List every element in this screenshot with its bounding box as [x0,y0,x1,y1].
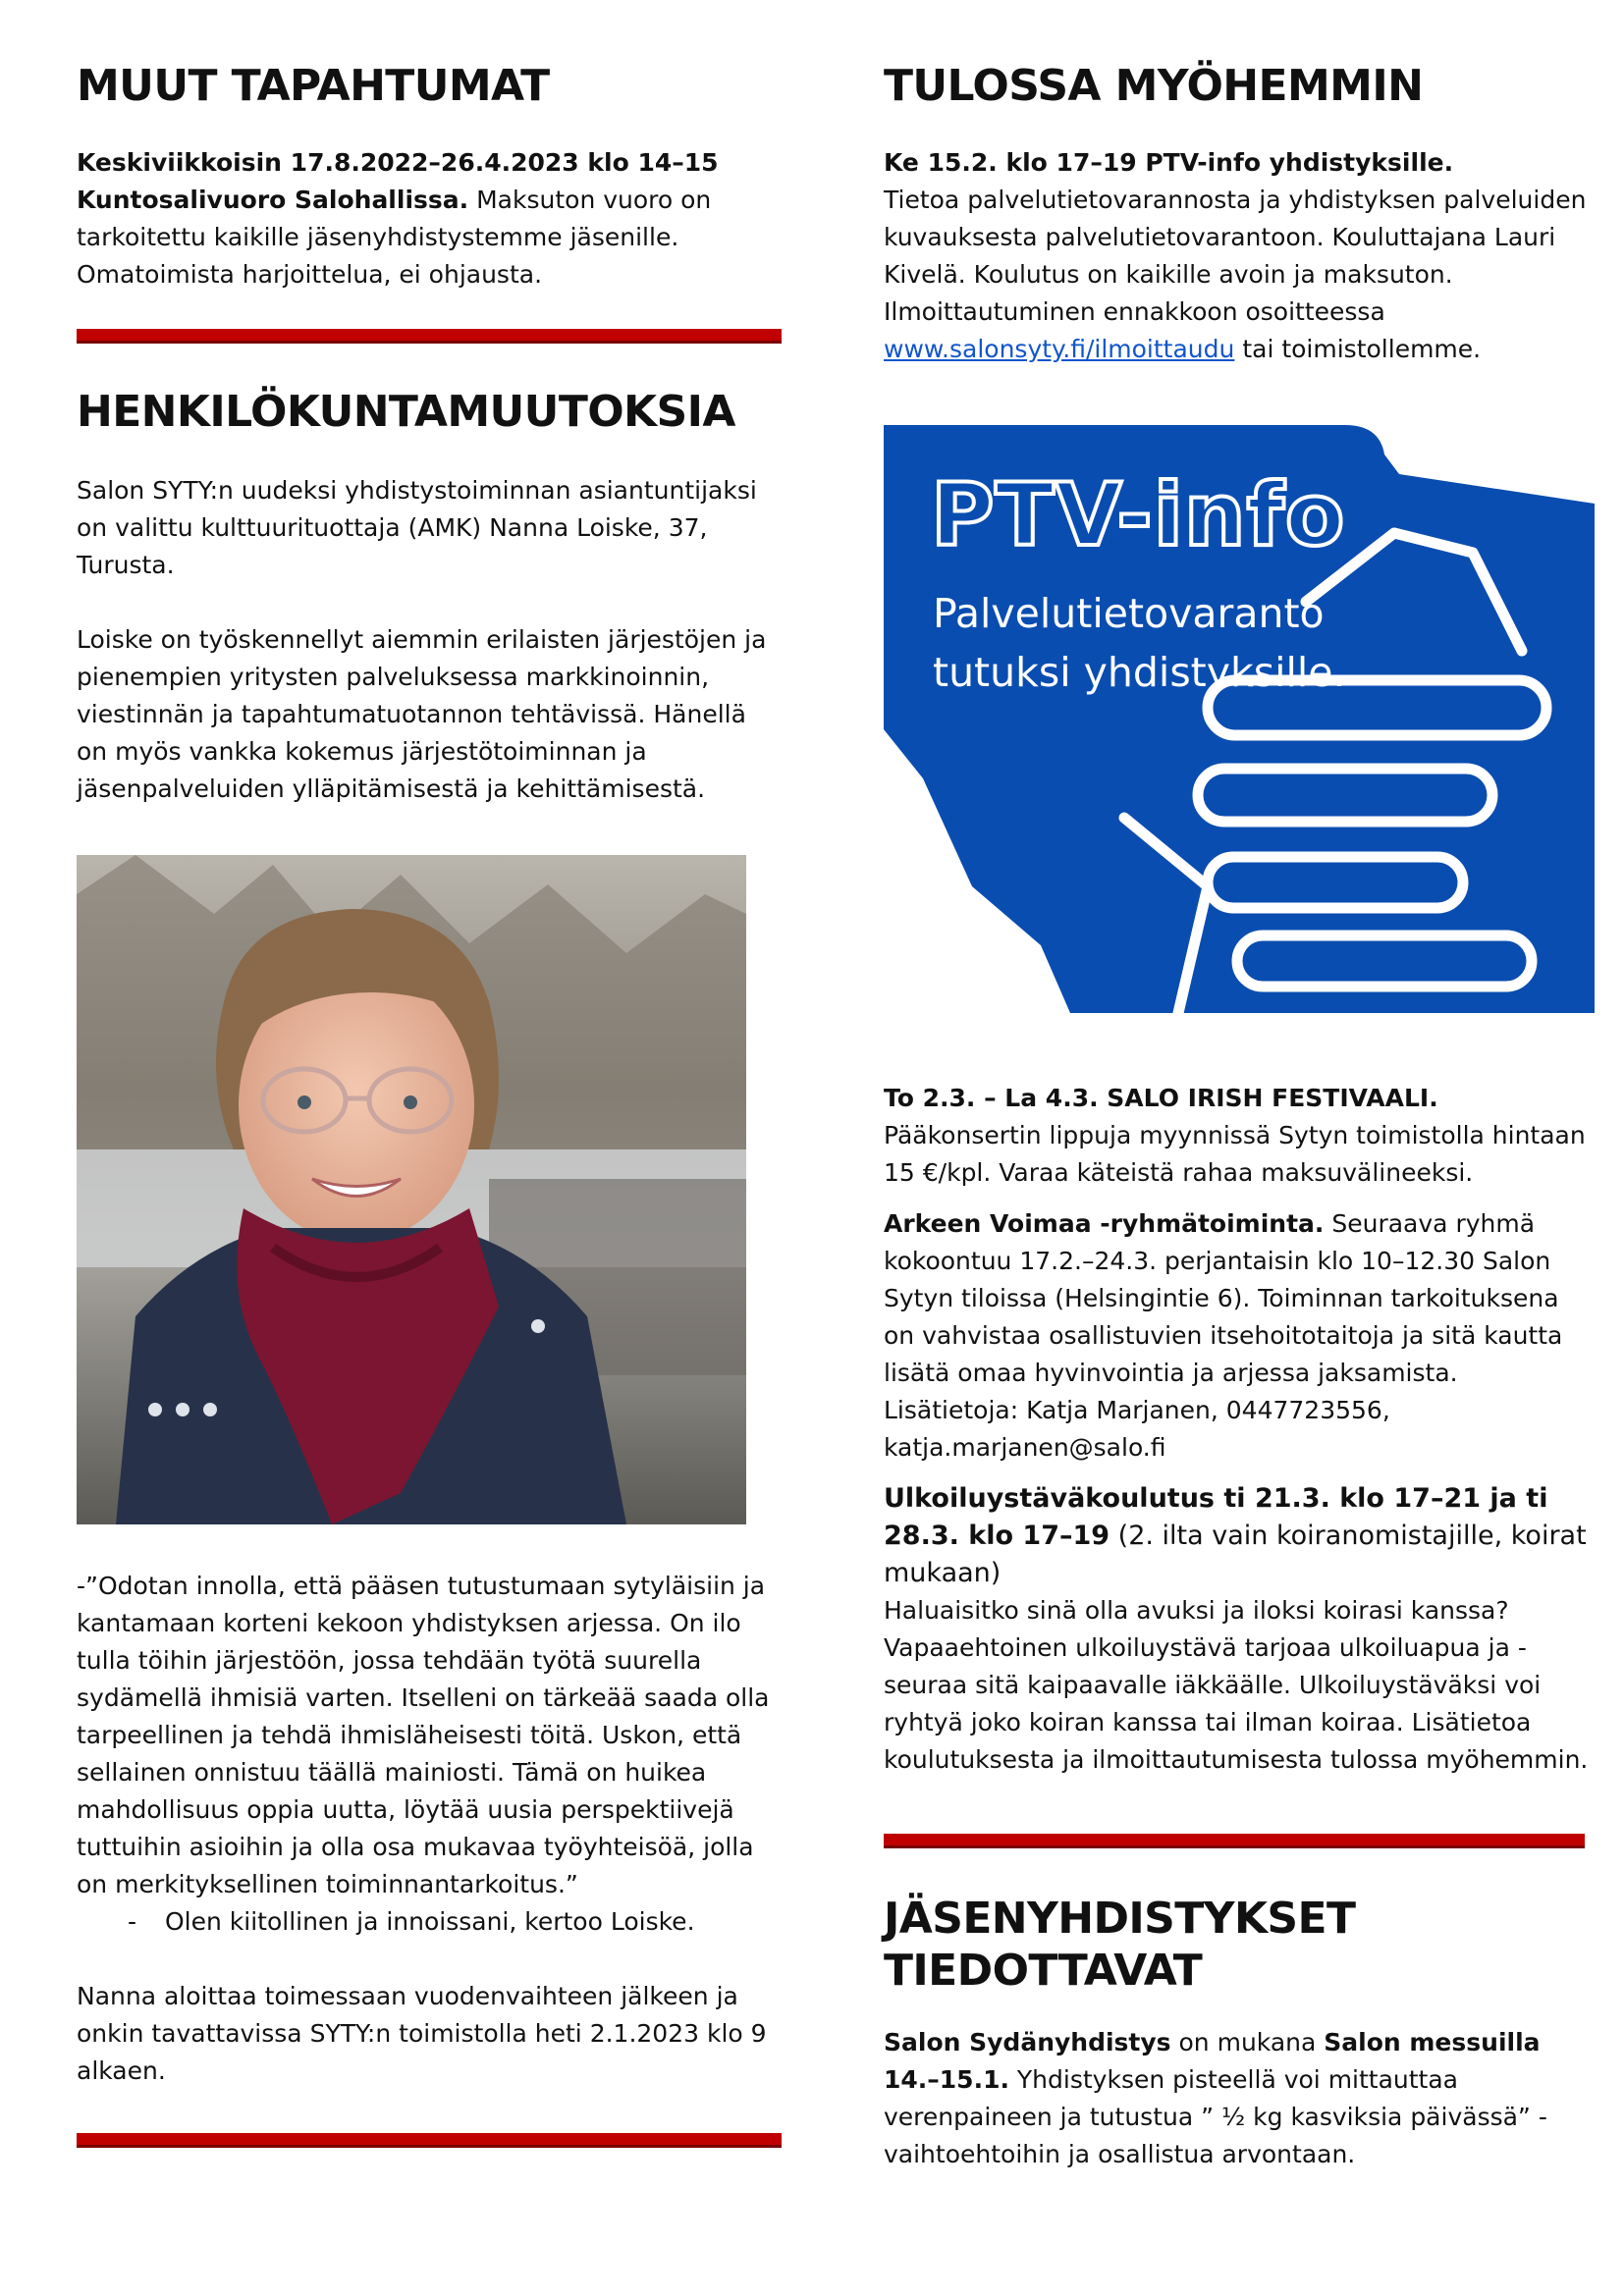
events-paragraph [77,144,782,294]
arkeen-text: Seuraava ryhmä kokoontuu 17.2.–24.3. perjantaisin klo 10–12.30 Salon Sytyn tiloissa (Helsingintie 6). Toiminnan tarkoituksena on vahvistaa osallistuvien itsehoitotaitoja ja sitä kautta lisätä omaa hyvinvointia ja arjessa jaksamista. Lisätietoja: Katja Marjanen, 0447723556, katja.marjanen@salo.fi [884,1208,1563,1462]
banner-line2: tutuksi yhdistyksille. [933,648,1346,696]
events-text: Maksuton vuoro on tarkoitettu kaikille jäsenyhdistystemme jäsenille. Omatoimista harjoittelua, ei ohjausta. [77,185,712,289]
events-date: Keskiviikkoisin 17.8.2022–26.4.2023 klo 14–15 [77,147,719,177]
divider-rule-right [884,1834,1585,1848]
banner-line1: Palvelutietovaranto [933,589,1325,637]
outdoor-title: Ulkoiluystäväkoulutus ti 21.3. klo 17–21 ja ti 28.3. klo 17–19 [884,1482,1548,1551]
staff-heading: HENKILÖKUNTAMUUTOKSIA [77,386,735,437]
arkeen-title: Arkeen Voimaa -ryhmätoiminta. [884,1208,1325,1238]
members-text: Yhdistyksen pisteellä voi mittauttaa verenpaineen ja tutustua ” ½ kg kasviksia päivässä” -vaihtoehtoihin ja osallistua arvontaan. [884,2065,1547,2169]
ptv-text-end: tai toimistollemme. [1234,334,1482,363]
attribution-text: Olen kiitollinen ja innoissani, kertoo Loiske. [165,1906,695,1936]
banner-title: PTV-info [931,463,1346,565]
members-mid: on mukana [1170,2028,1325,2057]
members-paragraph [884,2024,1591,2173]
outdoor-sub: (2. ilta vain koiranomistajille, koirat mukaan) [884,1520,1587,1588]
attribution-dash: - [128,1906,137,1936]
closing-paragraph: Nanna aloittaa toimessaan vuodenvaihteen jälkeen ja onkin tavattavissa SYTY:n toimistolla heti 2.1.2023 klo 9 alkaen. [77,1981,767,2085]
outdoor-heading-paragraph [884,1480,1591,1592]
outdoor-paragraph: Haluaisitko sinä olla avuksi ja iloksi koirasi kanssa? Vapaaehtoinen ulkoiluystävä tarjoaa ulkoiluapua ja -seuraa sitä kaipaavalle iäkkäälle. Ulkoiluystäväksi voi ryhtyä joko koiran kanssa tai ilman koiraa. Lisätietoa koulutuksesta ja ilmoittautumisesta tulossa myöhemmin. [884,1595,1589,1774]
upcoming-heading: TULOSSA MYÖHEMMIN [884,61,1424,111]
ptv-info-banner [884,425,1595,1013]
quote-attribution [77,1903,782,1941]
members-event: Salon messuilla 14.–15.1. [884,2028,1541,2095]
divider-rule-bottom [77,2133,782,2148]
ptv-title: Ke 15.2. klo 17–19 PTV-info yhdistyksille. [884,147,1454,177]
staff-paragraph-2: Loiske on työskennellyt aiemmin erilaisten järjestöjen ja pienempien yritysten palveluksessa markkinoinnin, viestinnän ja tapahtumatuotannon tehtävissä. Hänellä on myös vankka kokemus järjestötoiminnan ja jäsenpalveluiden ylläpitämisestä ja kehittämisestä. [77,624,767,803]
ptv-text: Tietoa palvelutietovarannosta ja yhdistyksen palveluiden kuvauksesta palvelutietovarantoon. Kouluttajana Lauri Kivelä. Koulutus on kaikille avoin ja maksuton. Ilmoittautuminen ennakkoon osoitteessa [884,185,1587,326]
events-title: Kuntosalivuoro Salohallissa. [77,185,469,214]
signup-link[interactable]: www.salonsyty.fi/ilmoittaudu [884,334,1235,363]
quote-paragraph: -”Odotan innolla, että pääsen tutustumaan sytyläisiin ja kantamaan korteni kekoon yhdistyksen arjessa. On ilo tulla töihin järjestöön, jossa tehdään työtä suurella sydämellä ihmisiä varten. Itselleni on tärkeää saada olla tarpeellinen ja tehdä ihmisläheisesti töitä. Uskon, että sellainen onnistuu täällä mainiosti. Tämä on huikea mahdollisuus oppia uutta, löytää uusia perspektiivejä tuttuihin asioihin ja olla osa mukavaa työyhteisöä, jolla on merkityksellinen toiminnantarkoitus.” [77,1571,770,1898]
irish-title: To 2.3. – La 4.3. SALO IRISH FESTIVAALI. [884,1083,1438,1112]
staff-paragraph-1: Salon SYTY:n uudeksi yhdistystoiminnan asiantuntijaksi on valittu kulttuurituottaja (AMK) Nanna Loiske, 37, Turusta. [77,475,757,579]
events-heading: MUUT TAPAHTUMAT [77,61,550,111]
ptv-paragraph [884,144,1591,368]
irish-paragraph [884,1080,1591,1192]
members-heading: JÄSENYHDISTYKSET TIEDOTTAVAT [884,1893,1356,1996]
arkeen-paragraph [884,1205,1591,1467]
left-column [77,61,782,2148]
divider-rule [77,329,782,344]
members-org: Salon Sydänyhdistys [884,2028,1171,2057]
portrait-photo [77,855,746,1524]
irish-text: Pääkonsertin lippuja myynnissä Sytyn toimistolla hintaan 15 €/kpl. Varaa käteistä rahaa maksuvälineeksi. [884,1120,1586,1187]
right-column [884,61,1591,2173]
